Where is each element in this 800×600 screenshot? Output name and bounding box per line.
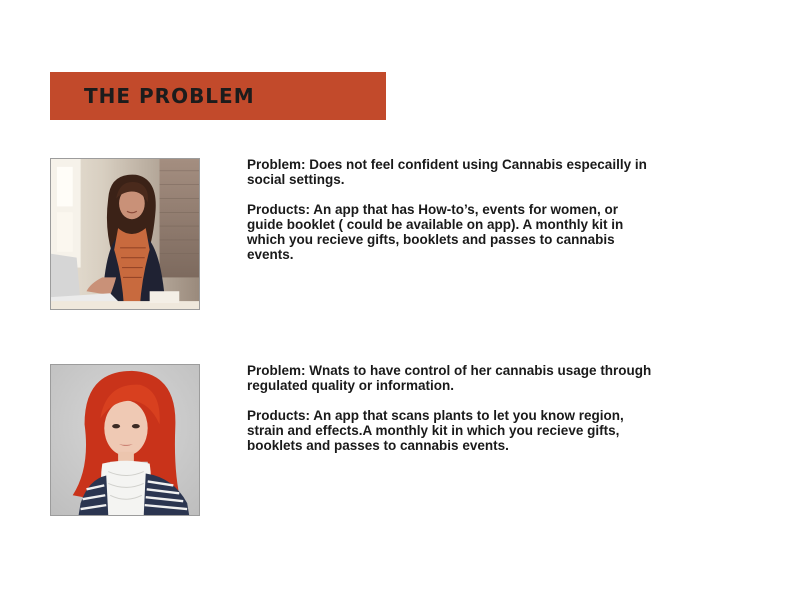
persona-2-description bbox=[247, 363, 657, 468]
persona-2-photo bbox=[50, 364, 200, 516]
persona-1-photo bbox=[50, 158, 200, 310]
persona-2-problem: Problem: Wnats to have control of her cannabis usage through regulated quality or information. bbox=[247, 363, 652, 393]
woman-at-laptop-image bbox=[51, 159, 199, 309]
persona-2-products: Products: An app that scans plants to let you know region, strain and effects.A monthly kit in which you recieve gifts, booklets and passes to cannabis events. bbox=[247, 408, 624, 453]
title-banner bbox=[50, 72, 386, 120]
redhead-woman-image bbox=[51, 365, 199, 515]
page-title: THE PROBLEM bbox=[84, 84, 255, 108]
persona-1-problem: Problem: Does not feel confident using Cannabis especailly in social settings. bbox=[247, 157, 647, 187]
persona-1-description bbox=[247, 157, 657, 277]
persona-1-products: Products: An app that has How-to’s, events for women, or guide booklet ( could be available on app). A monthly kit in which you recieve gifts, booklets and passes to cannabis events. bbox=[247, 202, 624, 262]
